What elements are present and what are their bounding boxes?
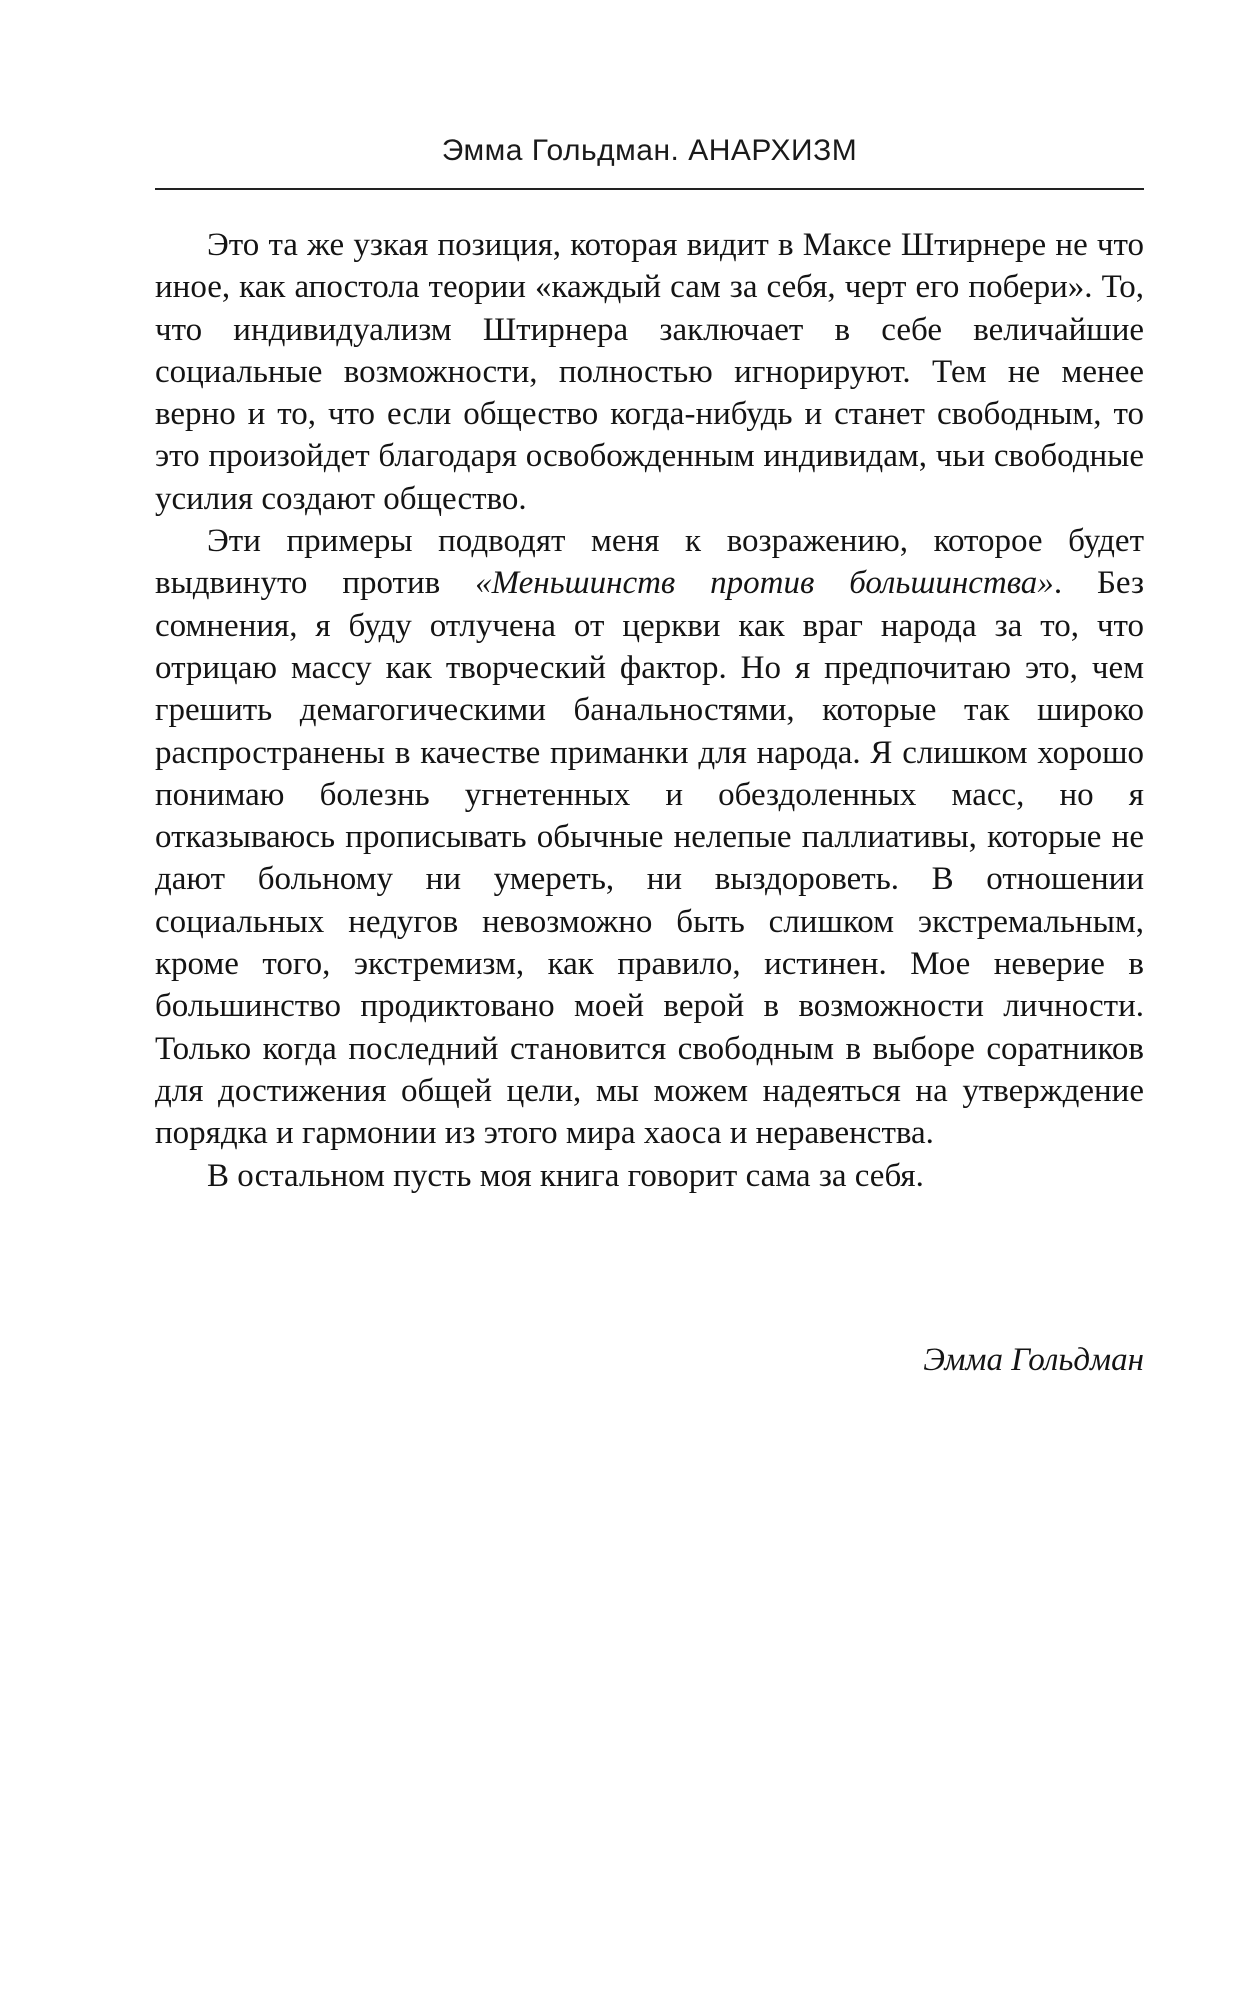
- paragraph-2-text-start: Эти примеры подводят меня к возражению, которое будет выдвинуто против: [155, 523, 1144, 602]
- running-header: Эмма Гольдман. АНАРХИЗМ: [441, 134, 858, 167]
- paragraph-3: В остальном пусть моя книга говорит сама за себя.: [207, 1157, 924, 1194]
- book-title-italic: «Меньшинств против большинства»: [475, 565, 1054, 602]
- paragraph-1: Это та же узкая позиция, которая видит в Максе Штирнере не что иное, как апостола теории «каждый сам за себя, черт его побери». То, что индивидуализм Штирнера заключает в себе величайшие социальные возможности, полностью игнорируют. Тем не менее верно и то, что если общество когда-нибудь и станет свободным, то это произойдет благодаря освобожденным индивидам, чьи свободные усилия создают общество.: [155, 227, 1144, 517]
- paragraph-2-text-end: . Без сомнения, я буду отлучена от церкви как враг народа за то, что отрицаю массу как творческий фактор. Но я предпочитаю это, чем грешить демагогическими банальностями, которые так широко распространены в качестве приманки для народа. Я слишком хорошо понимаю болезнь угнетенных и обездоленных масс, но я отказываюсь прописывать обычные нелепые паллиативы, которые не дают больному ни умереть, ни выздороветь. В отношении социальных недугов невозможно быть слишком экстремальным, кроме того, экстремизм, как правило, истинен. Мое неверие в большинство продиктовано моей верой в возможности личности. Только когда последний становится свободным в выборе соратников для достижения общей цели, мы можем надеяться на утверждение порядка и гармонии из этого мира хаоса и неравенства.: [155, 565, 1144, 1152]
- header-rule: [155, 188, 1144, 190]
- main-text: [155, 224, 1144, 1197]
- paragraph-2: [155, 520, 1144, 1154]
- author-signature: Эмма Гольдман: [923, 1342, 1144, 1378]
